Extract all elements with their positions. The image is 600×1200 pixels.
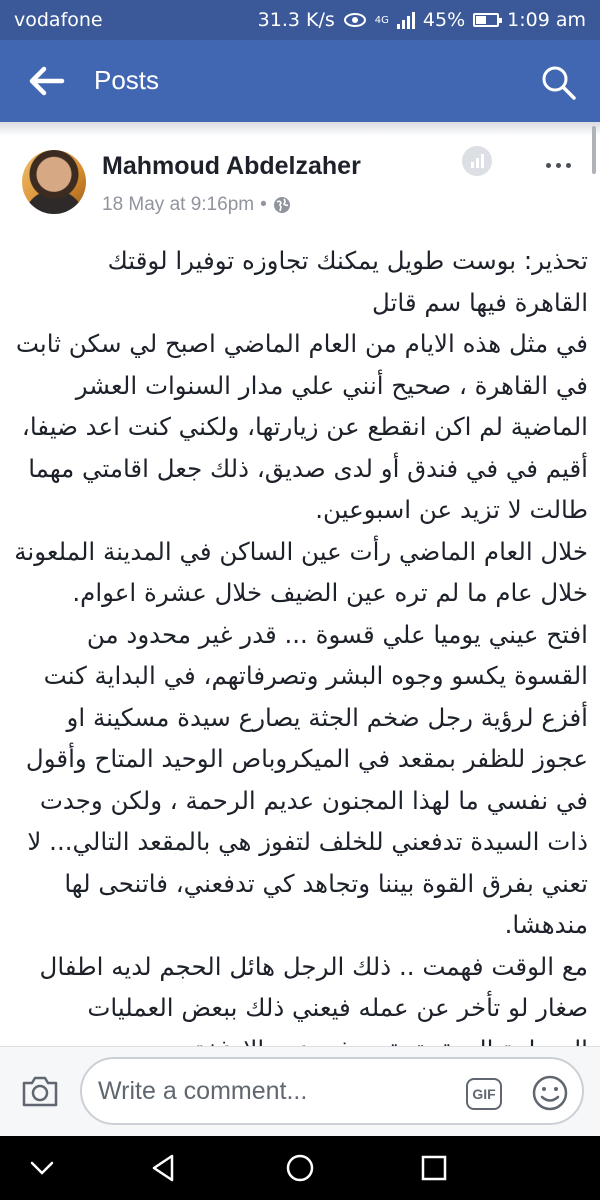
scrollbar[interactable] <box>592 126 596 174</box>
comment-placeholder: Write a comment... <box>98 1077 308 1105</box>
post-paragraph: القاهرة فيها سم قاتل <box>371 287 588 317</box>
carrier-name: vodafone <box>14 9 103 31</box>
app-bar-shadow <box>0 122 600 136</box>
home-circle-icon[interactable] <box>282 1150 318 1186</box>
battery-icon <box>473 13 499 27</box>
app-bar <box>0 40 600 122</box>
globe-icon <box>273 196 291 214</box>
network-type: 4G <box>374 14 389 26</box>
emoji-icon[interactable] <box>530 1073 570 1113</box>
status-bar <box>0 0 600 40</box>
status-icons <box>258 9 586 31</box>
search-icon[interactable] <box>538 62 578 102</box>
battery-percent: 45% <box>422 9 466 31</box>
eye-comfort-icon <box>343 12 367 28</box>
more-options-icon[interactable] <box>538 150 578 180</box>
recents-square-icon[interactable] <box>416 1150 452 1186</box>
insights-icon[interactable] <box>462 146 492 176</box>
post-meta <box>102 194 291 216</box>
author-avatar[interactable] <box>22 150 86 214</box>
network-speed: 31.3 K/s <box>257 9 335 31</box>
post-paragraph: خلال العام الماضي رأت عين الساكن في المدينة الملعونة خلال عام ما لم تره عين الضيف خلال عشرة اعوام. <box>14 536 588 607</box>
clock: 1:09 am <box>507 9 586 31</box>
camera-icon[interactable] <box>20 1071 60 1111</box>
post-paragraph: افتح عيني يوميا علي قسوة ... قدر غير محدود من القسوة يكسو وجوه البشر وتصرفاتهم، في البداية كنت أفزع لرؤية رجل ضخم الجثة يصارع سيدة مسكينة او عجوز للظفر بمقعد في الميكروباص الوحيد المتاح وأقول في نفسي ما لهذا المجنون عديم الرحمة ، ولكن وجدت ذات السيدة تدفعني للخلف لتفوز هي بالمقعد التالي... لا تعني بفرق القوة بيننا وتجاهد كي تدفعني، فاتنحى لها مندهشا. <box>25 619 588 939</box>
page-title: Posts <box>94 65 160 95</box>
author-name[interactable]: Mahmoud Abdelzaher <box>102 152 361 180</box>
system-nav-bar <box>0 1136 600 1200</box>
post-paragraph: مع الوقت فهمت .. ذلك الرجل هائل الحجم لديه اطفال صغار لو تأخر عن عمله فيعني ذلك ببعض العمليات <box>39 951 588 1022</box>
back-arrow-icon[interactable] <box>26 64 66 98</box>
post-paragraph: تحذير: بوست طويل يمكنك تجاوزه توفيرا لوقتك <box>107 246 588 275</box>
comment-bar <box>0 1046 600 1136</box>
back-triangle-icon[interactable] <box>146 1150 182 1186</box>
post-timestamp[interactable]: 18 May at 9:16pm <box>102 194 255 215</box>
meta-separator: • <box>260 194 267 215</box>
post-text <box>14 240 588 1046</box>
post-paragraph: في مثل هذه الايام من العام الماضي اصبح لي سكن ثابت في القاهرة ، صحيح أنني علي مدار السنوات العشر الماضية لم اكن انقطع عن زيارتها، ولكني كنت اعد ضيفا، أقيم في في فندق أو لدى صديق، ذلك جعل اقامتي مهما طالت لا تزيد عن اسبوعين. <box>15 329 588 524</box>
gif-button[interactable]: GIF <box>466 1078 502 1110</box>
signal-icon <box>397 11 415 29</box>
comment-input[interactable] <box>80 1057 584 1125</box>
chevron-down-icon[interactable] <box>24 1150 60 1186</box>
